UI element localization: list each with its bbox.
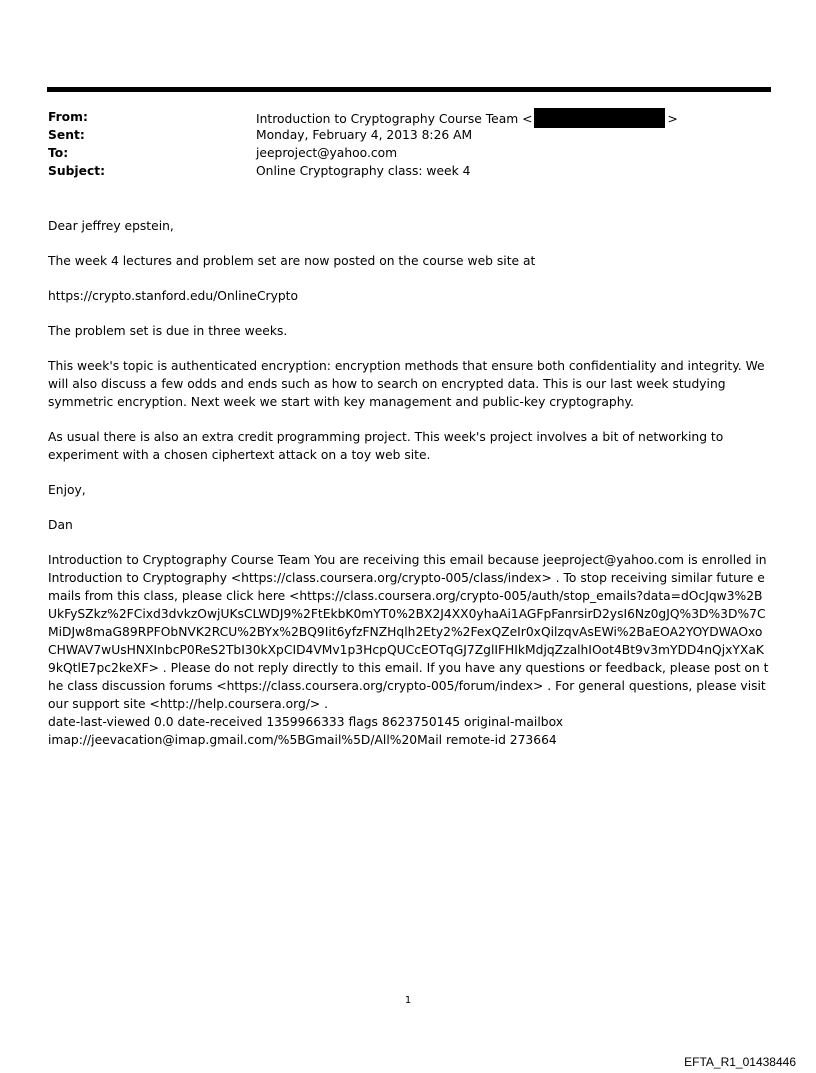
footer-notice: Introduction to Cryptography Course Team You are receiving this email because jeeproject@yahoo.com is enrolled in Introduction to Cryptography <https://class.coursera.org/crypto-005/class/index> . To stop receiving similar future emails from this class, please click here <https://class.coursera.org/crypto-005/auth/stop_emails?data=dOcJqw3%2BUkFySZkz%2FCixd3dvkzOwjUKsCLWDJ9%2FtEkbK0mYT0%2BX2J4XX0yhaAi1AGFpFanrsirD2ysI6Nz0gJQ%3D%3D%7CMiDJw8maG89RPFObNVK2RCU%2BYx%2BQ9Iit6yfzFNZHqlh2Ety2%2FexQZeIr0xQilzqvAsEWi%2BaEOA2YOYDWAOxoCHWAV7wUsHNXInbcP0ReS2TbI30kXpCID4VMv1p3HcpQUCcEOTqGJ7ZglIFHIkMdjqZzalhIOot4Bt9v3mYDD4nQjxYXaK9kQtlE7pc2keXF> . Please do not reply directly to this email. If you have any questions or feedback, please post on the class discussion forums <https://class.coursera.org/crypto-005/forum/index> . For general questions, please visit our support site <http://help.coursera.org/> . (48, 553, 769, 711)
email-body (48, 217, 770, 749)
from-bracket-close: > (667, 112, 678, 126)
page-number: 1 (404, 995, 412, 1006)
sent-label: Sent: (48, 128, 85, 142)
meta-line-1: date-last-viewed 0.0 date-received 1359966333 flags 8623750145 original-mailbox (48, 715, 563, 729)
document-id: EFTA_R1_01438446 (684, 1055, 796, 1069)
redaction-box (534, 108, 665, 128)
header-rule (47, 87, 771, 92)
email-footer (48, 551, 770, 749)
subject-row (48, 162, 768, 180)
from-value (256, 108, 768, 126)
signature: Dan (48, 518, 73, 532)
from-label: From: (48, 110, 88, 124)
to-label: To: (48, 146, 69, 160)
greeting: Dear jeffrey epstein, (48, 219, 174, 233)
to-row (48, 144, 768, 162)
paragraph-project: As usual there is also an extra credit programming project. This week's project involves a bit of networking to experiment with a chosen ciphertext attack on a toy web site. (48, 430, 724, 462)
from-row (48, 108, 768, 126)
sent-row (48, 126, 768, 144)
meta-line-2: imap://jeevacation@imap.gmail.com/%5BGmail%5D/All%20Mail remote-id 273664 (48, 733, 557, 747)
from-sender-name: Introduction to Cryptography Course Team < (256, 112, 533, 126)
subject-label: Subject: (48, 164, 106, 178)
paragraph-lectures: The week 4 lectures and problem set are now posted on the course web site at (48, 254, 536, 268)
subject-value: Online Cryptography class: week 4 (256, 164, 471, 178)
paragraph-topic: This week's topic is authenticated encryption: encryption methods that ensure both confidentiality and integrity. We will also discuss a few odds and ends such as how to search on encrypted data. This is our last week studying symmetric encryption. Next week we start with key management and public-key cryptography. (48, 359, 765, 409)
paragraph-due: The problem set is due in three weeks. (48, 324, 288, 338)
email-header (48, 108, 768, 180)
to-value: jeeproject@yahoo.com (256, 146, 398, 160)
course-url: https://crypto.stanford.edu/OnlineCrypto (48, 289, 299, 303)
sent-value: Monday, February 4, 2013 8:26 AM (256, 128, 473, 142)
closing: Enjoy, (48, 483, 86, 497)
